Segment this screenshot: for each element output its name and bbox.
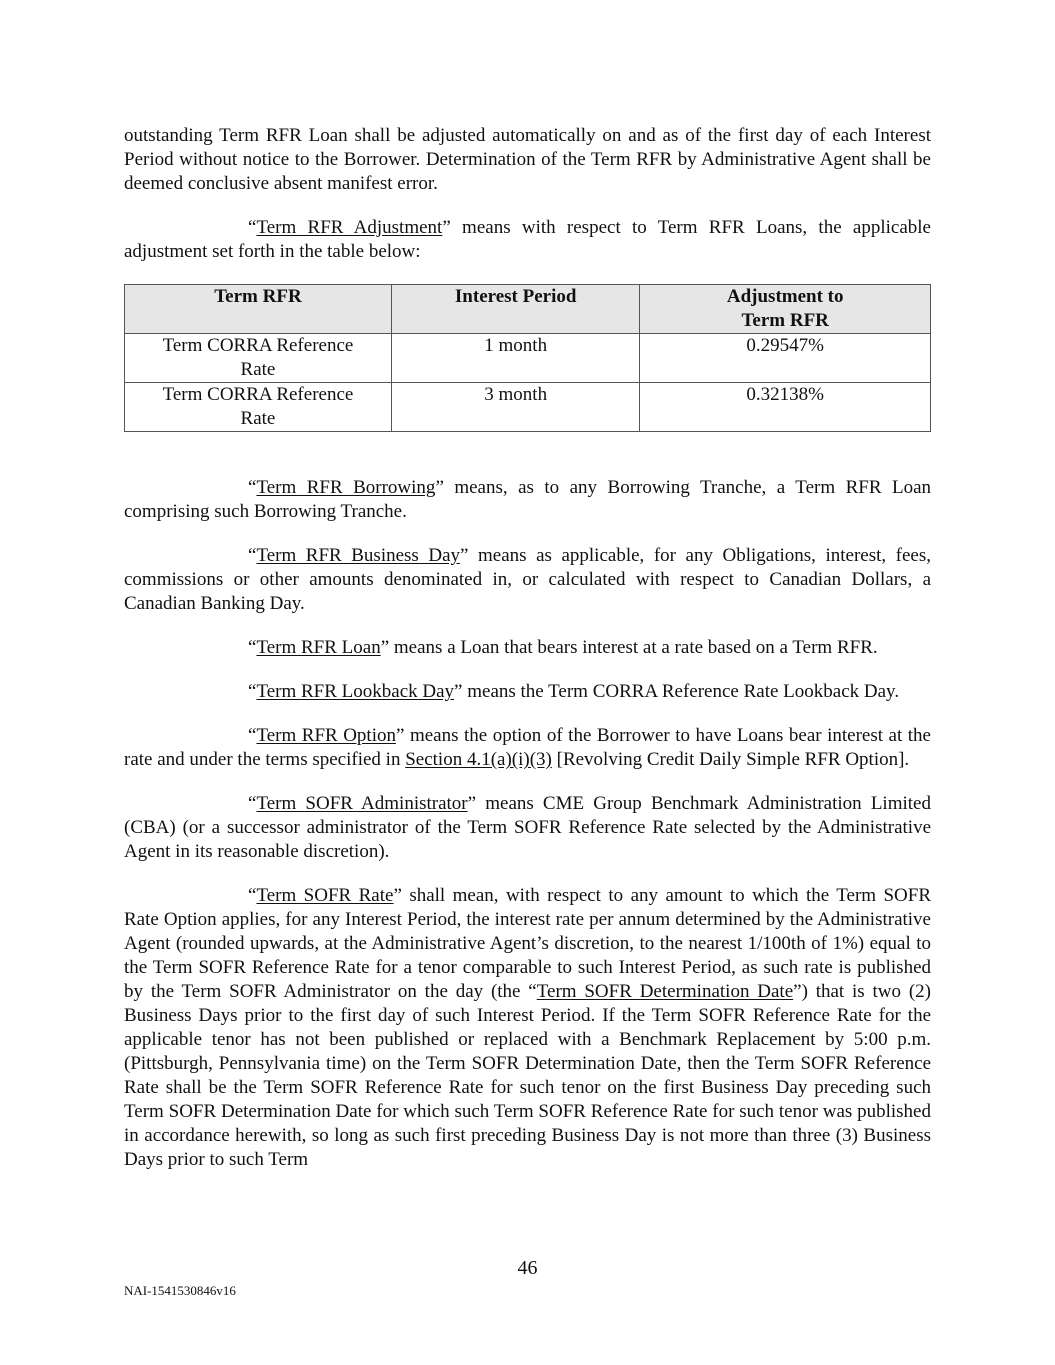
page-number: 46 — [517, 1257, 538, 1279]
cell-adjustment: 0.29547% — [640, 334, 931, 383]
section-reference-link[interactable]: Section 4.1(a)(i)(3) — [405, 749, 552, 770]
adjustment-table — [124, 284, 931, 432]
definition-text: ” means with respect to Term RFR Loans, the applicable adjustment set forth in the table below: — [124, 217, 931, 262]
definition-text: ” means as applicable, for any Obligations, interest, fees, commissions or other amounts denominated in, or calculated with respect to Canadian Dollars, a Canadian Banking Day. — [124, 545, 932, 614]
definition-term-rfr-lookback-day: “Term RFR Lookback Day” means the Term CORRA Reference Rate Lookback Day. — [248, 681, 900, 702]
table-header-row — [125, 285, 931, 334]
definition-term-rfr-loan: “Term RFR Loan” means a Loan that bears interest at a rate based on a Term RFR. — [248, 637, 878, 658]
definition-text: ” shall mean, with respect to any amount to which the Term SOFR Rate Option applies, for any Interest Period, the interest rate per annum determined by the Administrative Agent (rounded upwards, at the Administrative Agent’s discretion, to the nearest 1/100th of 1%) equal to the Term SOFR Reference Rate for a tenor comparable to such Interest Period, as such rate is published by the Term SOFR Administrator on the day (the “ — [124, 885, 932, 1002]
definition-text: ” means the option of the Borrower to have Loans bear interest at the rate and under the terms specified in — [124, 725, 931, 770]
definition-term-sofr-administrator: “Term SOFR Administrator” means CME Group Benchmark Administration Limited (CBA) (or a successor administrator of the Term SOFR Reference Rate selected by the Administrative Agent in its reasonable discretion). — [124, 793, 931, 862]
cell-term-rfr — [125, 383, 392, 432]
defined-term-inner: Term SOFR Determination Date — [536, 981, 794, 1002]
cell-interest-period: 3 month — [391, 383, 639, 432]
intro-paragraph: outstanding Term RFR Loan shall be adjusted automatically on and as of the first day of each Interest Period without notice to the Borrower. Determination of the Term RFR by Administrative Agent shall be deemed conclusive absent manifest error. — [124, 125, 931, 194]
definition-term-rfr-option: “Term RFR Option” means the option of the Borrower to have Loans bear interest at the rate and under the terms specified in Section 4.1(a)(i)(3) [Revolving Credit Daily Simple RFR Option]. — [124, 725, 931, 770]
defined-term: Term RFR Business Day — [256, 545, 461, 566]
header-adjustment — [640, 285, 931, 334]
definition-text: ” means a Loan that bears interest at a rate based on a Term RFR. — [380, 637, 878, 658]
definition-text: ” means CME Group Benchmark Administration Limited (CBA) (or a successor administrator of the Term SOFR Reference Rate selected by the Administrative Agent in its reasonable discretion). — [124, 793, 931, 862]
cell-text: Term CORRA Reference Rate — [162, 335, 354, 380]
table-row — [125, 334, 931, 383]
defined-term: Term RFR Borrowing — [256, 477, 436, 498]
defined-term: Term RFR Lookback Day — [256, 681, 455, 702]
cell-term-rfr — [125, 334, 392, 383]
definition-text: [Revolving Credit Daily Simple RFR Option]. — [551, 749, 910, 770]
definition-term-rfr-adjustment: “Term RFR Adjustment” means with respect to Term RFR Loans, the applicable adjustment set forth in the table below: — [124, 217, 931, 262]
definition-term-sofr-rate: “Term SOFR Rate” shall mean, with respect to any amount to which the Term SOFR Rate Option applies, for any Interest Period, the interest rate per annum determined by the Administrative Agent (rounded upwards, at the Administrative Agent’s discretion, to the nearest 1/100th of 1%) equal to the Term SOFR Reference Rate for a tenor comparable to such Interest Period, as such rate is published by the Term SOFR Administrator on the day (the “Term SOFR Determination Date”) that is two (2) Business Days prior to the first day of such Interest Period. If the Term SOFR Reference Rate for the applicable tenor has not been published or replaced with a Benchmark Replacement by 5:00 p.m. (Pittsburgh, Pennsylvania time) on the Term SOFR Determination Date, then the Term SOFR Reference Rate shall be the Term SOFR Reference Rate for such tenor on the first Business Day preceding such Term SOFR Determination Date for which such Term SOFR Reference Rate for such tenor was published in accordance herewith, so long as such first preceding Business Day is not more than three (3) Business Days prior to such Term — [124, 885, 932, 1170]
header-term-rfr: Term RFR — [125, 285, 392, 334]
definition-text: ” means the Term CORRA Reference Rate Lookback Day. — [454, 681, 900, 702]
header-adjustment-label: Adjustment to Term RFR — [726, 286, 844, 331]
definition-term-rfr-borrowing: “Term RFR Borrowing” means, as to any Borrowing Tranche, a Term RFR Loan comprising such Borrowing Tranche. — [124, 477, 932, 522]
document-body — [124, 124, 931, 1172]
header-interest-period: Interest Period — [391, 285, 639, 334]
document-id: NAI-1541530846v16 — [124, 1283, 236, 1298]
cell-adjustment: 0.32138% — [640, 383, 931, 432]
defined-term: Term SOFR Administrator — [256, 793, 468, 814]
defined-term: Term RFR Loan — [256, 637, 381, 658]
definition-text: ” means, as to any Borrowing Tranche, a Term RFR Loan comprising such Borrowing Tranche. — [124, 477, 932, 522]
defined-term: Term RFR Adjustment — [256, 217, 443, 238]
cell-interest-period: 1 month — [391, 334, 639, 383]
defined-term: Term RFR Option — [256, 725, 396, 746]
definition-text: ”) that is two (2) Business Days prior to the first day of such Interest Period. If the Term SOFR Reference Rate for the applicable tenor has not been published or replaced with a Benchmark Replacement by 5:00 p.m. (Pittsburgh, Pennsylvania time) on the Term SOFR Determination Date, then the Term SOFR Reference Rate shall be the Term SOFR Reference Rate for such tenor on the first Business Day preceding such Term SOFR Determination Date for which such Term SOFR Reference Rate for such tenor was published in accordance herewith, so long as such first preceding Business Day is not more than three (3) Business Days prior to such Term — [124, 981, 931, 1170]
cell-text: Term CORRA Reference Rate — [162, 384, 354, 429]
defined-term: Term SOFR Rate — [256, 885, 394, 906]
table-row — [125, 383, 931, 432]
definition-term-rfr-business-day: “Term RFR Business Day” means as applicable, for any Obligations, interest, fees, commissions or other amounts denominated in, or calculated with respect to Canadian Dollars, a Canadian Banking Day. — [124, 545, 932, 614]
